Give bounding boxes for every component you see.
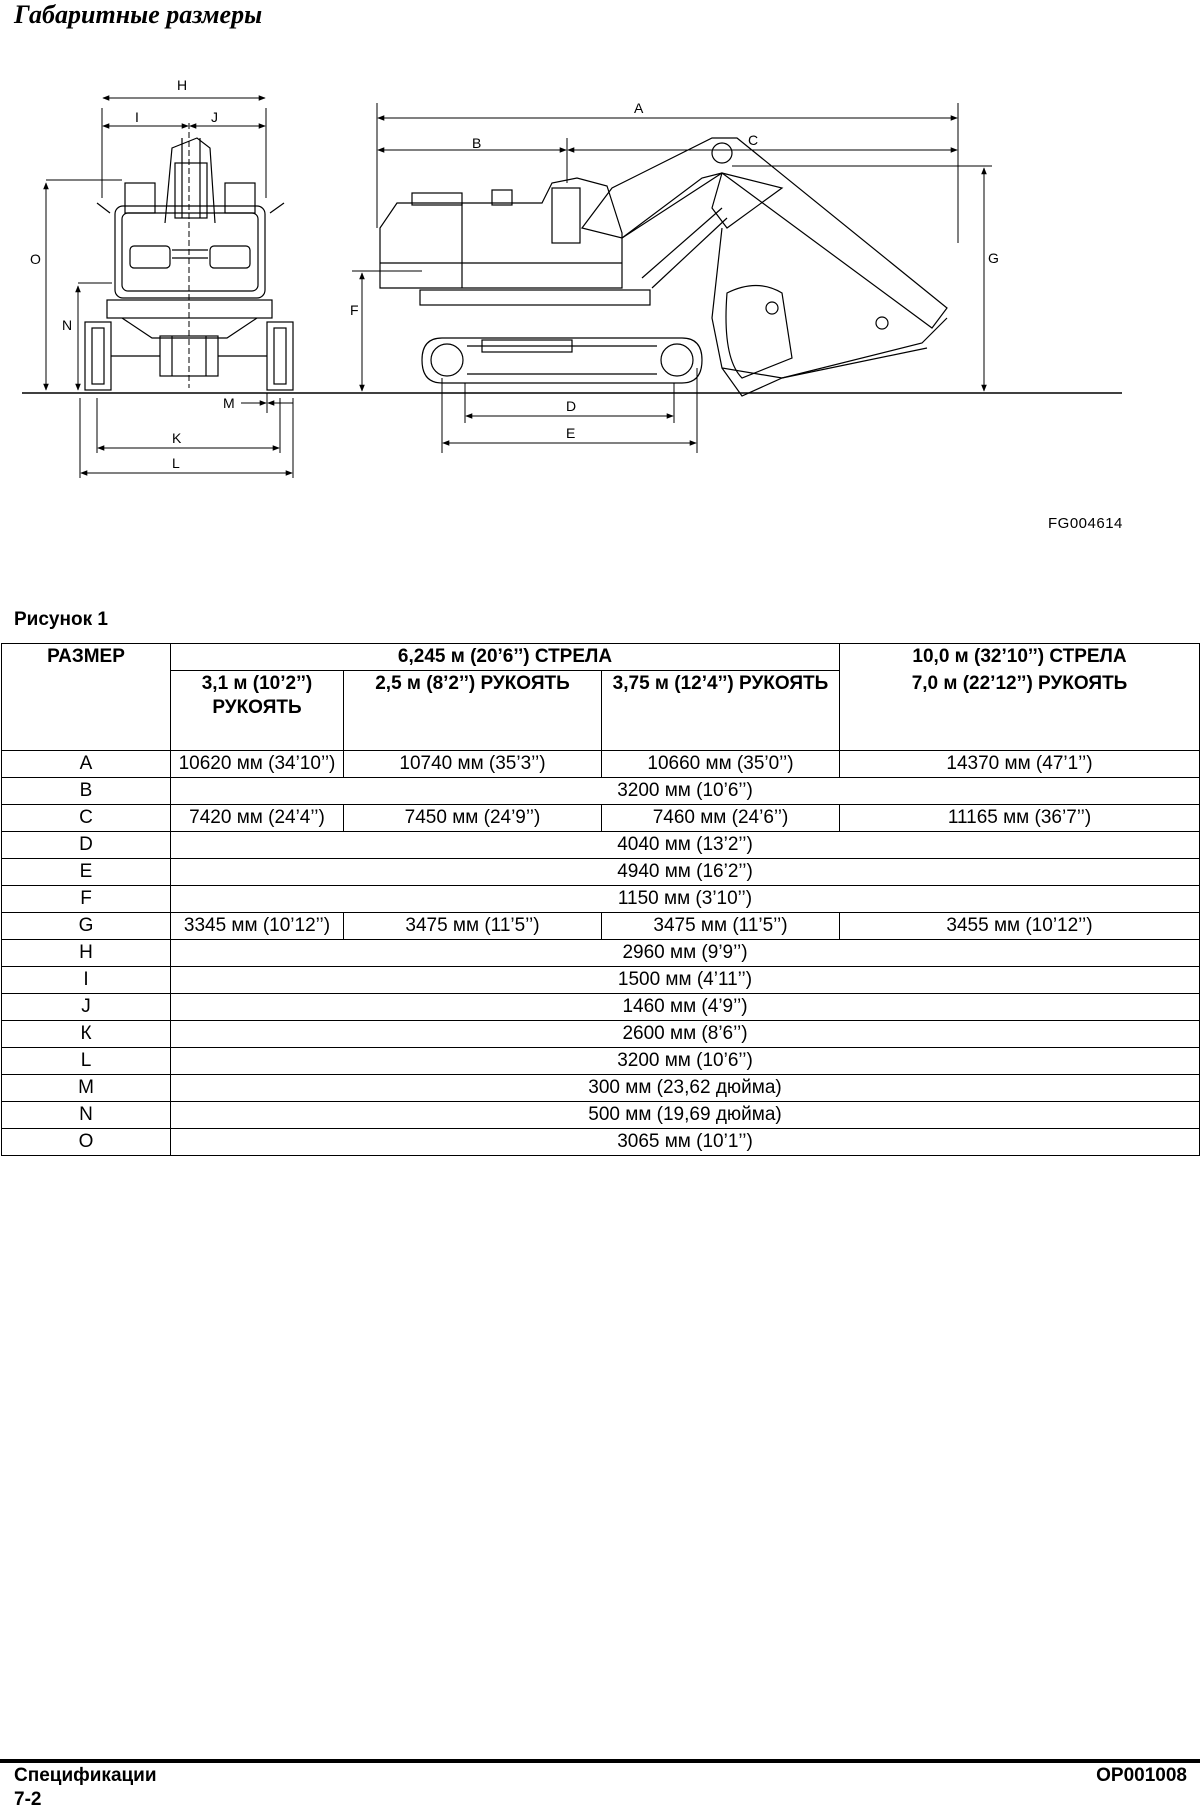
table-row xyxy=(2,805,1200,832)
table-cell: 1460 мм (4’9’’) xyxy=(171,994,1200,1021)
table-cell: 3200 мм (10’6’’) xyxy=(171,1048,1200,1075)
table-cell: 300 мм (23,62 дюйма) xyxy=(171,1075,1200,1102)
footer-doc-code: OP001008 xyxy=(1096,1765,1187,1786)
footer-section: Спецификации xyxy=(14,1765,157,1786)
table-cell: 1150 мм (3’10’’) xyxy=(171,886,1200,913)
table-cell: 2600 мм (8’6’’) xyxy=(171,1021,1200,1048)
label-O: O xyxy=(30,251,41,267)
footer-rule xyxy=(0,1759,1200,1763)
table-cell: 10740 мм (35’3’’) xyxy=(344,751,602,778)
table-row xyxy=(2,1075,1200,1102)
row-label: O xyxy=(2,1129,171,1156)
footer-left xyxy=(14,1764,157,1812)
table-cell: 14370 мм (47’1’’) xyxy=(840,751,1200,778)
table-row xyxy=(2,913,1200,940)
table-cell: 4040 мм (13’2’’) xyxy=(171,832,1200,859)
table-cell: 4940 мм (16’2’’) xyxy=(171,859,1200,886)
figure-caption: Рисунок 1 xyxy=(14,609,108,630)
header-arm-4: 7,0 м (22’12’’) РУКОЯТЬ xyxy=(840,671,1200,751)
header-row-2 xyxy=(2,671,1200,751)
row-label: J xyxy=(2,994,171,1021)
label-E: E xyxy=(566,425,576,441)
table-cell: 1500 мм (4’11’’) xyxy=(171,967,1200,994)
table-row xyxy=(2,886,1200,913)
row-label: A xyxy=(2,751,171,778)
table-cell: 7460 мм (24’6’’) xyxy=(602,805,840,832)
figure-code: FG004614 xyxy=(1048,515,1123,532)
table-cell: 7420 мм (24’4’’) xyxy=(171,805,344,832)
label-B: B xyxy=(472,135,482,151)
footer-page-number: 7-2 xyxy=(14,1789,42,1810)
table-cell: 2960 мм (9’9’’) xyxy=(171,940,1200,967)
row-label: G xyxy=(2,913,171,940)
table-cell: 3200 мм (10’6’’) xyxy=(171,778,1200,805)
table-row xyxy=(2,778,1200,805)
table-cell: 10620 мм (34’10’’) xyxy=(171,751,344,778)
label-H: H xyxy=(177,78,188,93)
row-label: D xyxy=(2,832,171,859)
table-cell: 500 мм (19,69 дюйма) xyxy=(171,1102,1200,1129)
label-M: M xyxy=(223,395,235,411)
label-L: L xyxy=(172,455,180,471)
row-label: N xyxy=(2,1102,171,1129)
row-label: F xyxy=(2,886,171,913)
row-label: E xyxy=(2,859,171,886)
table-row xyxy=(2,1129,1200,1156)
table-row xyxy=(2,967,1200,994)
table-row xyxy=(2,859,1200,886)
label-K: K xyxy=(172,430,182,446)
table-row xyxy=(2,832,1200,859)
row-label: L xyxy=(2,1048,171,1075)
row-label: C xyxy=(2,805,171,832)
label-G: G xyxy=(988,250,999,266)
label-F: F xyxy=(350,302,359,318)
table-row xyxy=(2,940,1200,967)
header-dimension: РАЗМЕР xyxy=(2,644,171,751)
excavator-drawing xyxy=(22,78,1140,530)
table-cell: 3475 мм (11’5’’) xyxy=(602,913,840,940)
table-row xyxy=(2,1102,1200,1129)
row-label: M xyxy=(2,1075,171,1102)
row-label: H xyxy=(2,940,171,967)
label-J: J xyxy=(211,109,218,125)
row-label: B xyxy=(2,778,171,805)
table-row xyxy=(2,1048,1200,1075)
dimension-figure xyxy=(22,78,1140,530)
header-boom-1: 6,245 м (20’6’’) СТРЕЛА xyxy=(171,644,840,671)
header-arm-2: 2,5 м (8’2’’) РУКОЯТЬ xyxy=(344,671,602,751)
label-I: I xyxy=(135,109,139,125)
table-cell: 10660 мм (35’0’’) xyxy=(602,751,840,778)
table-cell: 3455 мм (10’12’’) xyxy=(840,913,1200,940)
label-D: D xyxy=(566,398,577,414)
row-label: К xyxy=(2,1021,171,1048)
table-row xyxy=(2,994,1200,1021)
table-cell: 3345 мм (10’12’’) xyxy=(171,913,344,940)
dimension-labels xyxy=(30,78,999,471)
header-arm-1: 3,1 м (10’2’’) РУКОЯТЬ xyxy=(171,671,344,751)
table-cell: 7450 мм (24’9’’) xyxy=(344,805,602,832)
table-cell: 3065 мм (10’1’’) xyxy=(171,1129,1200,1156)
dimensions-table xyxy=(1,643,1200,1156)
table-cell: 3475 мм (11’5’’) xyxy=(344,913,602,940)
page-title: Габаритные размеры xyxy=(14,0,263,29)
table-row xyxy=(2,1021,1200,1048)
table-row xyxy=(2,751,1200,778)
table-cell: 11165 мм (36’7’’) xyxy=(840,805,1200,832)
row-label: I xyxy=(2,967,171,994)
header-arm-3: 3,75 м (12’4’’) РУКОЯТЬ xyxy=(602,671,840,751)
header-boom-2: 10,0 м (32’10’’) СТРЕЛА xyxy=(840,644,1200,671)
side-view xyxy=(380,138,947,396)
label-C: C xyxy=(748,132,759,148)
header-row-1 xyxy=(2,644,1200,671)
label-N: N xyxy=(62,317,73,333)
label-A: A xyxy=(634,100,644,116)
